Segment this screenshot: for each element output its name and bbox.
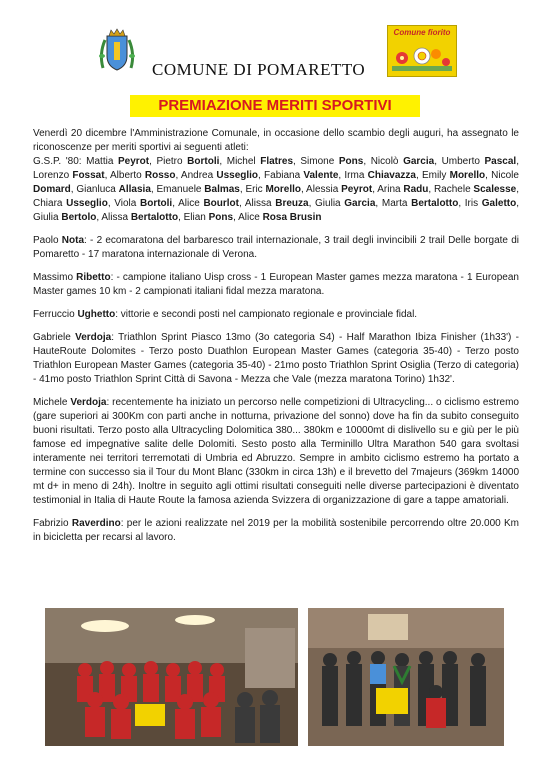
athlete-name <box>181 170 258 181</box>
athlete-first-name: Alissa <box>244 198 276 209</box>
athlete-last-name: Balmas <box>204 184 240 195</box>
athlete-last-name: Fossat <box>72 170 105 181</box>
athlete-first-name: Umberto <box>441 156 485 167</box>
athlete-name <box>33 212 96 223</box>
achievement-text: : recentemente ha iniziato un percorso nelle competizioni di Ultracycling... o ciclismo estremo (gare superiori ai 300Km con parti anche in notturna, privazione del sonno) dove ha fin da subito conseguito buoni risultati. Terzo posto alla Ultracycling Dolomitica 380... 380km e 10000mt di dislivello su e giù per le più famose ed impegnative salite delle Dolomiti. Sesto posto alla Terminillo Ultra Marathon 540 gara svoltasi interamente nei territori terremotati di Umbria ed Abruzzo. Sempre in ambito ciclismo estremo ha portato a termine con successo sia il Tour du Mont Blanc (330km in circa 13h) e il brevetto del 7majeurs (369km 14000 mt d+ in meno di 24h). Inoltre in seguito agli ottimi risultati conseguiti nelle diverse partecipazioni è diventato testimonial in Italia di Haute Route la famosa azienda Svizzera di organizzazione di gare a tappe amatoriali. <box>33 397 519 506</box>
athlete-first-name: Alice <box>238 212 263 223</box>
athlete-name <box>156 184 239 195</box>
athlete-last-name: Bortoli <box>139 198 173 209</box>
athlete-name <box>442 156 517 167</box>
town-name: COMUNE DI POMARETTO <box>152 60 366 79</box>
athlete-name <box>33 170 105 181</box>
athlete-name <box>264 170 338 181</box>
athlete-last-name: Radu <box>403 184 429 195</box>
athlete-first-name: Alissa <box>101 212 131 223</box>
athlete-first-name: Ferruccio <box>33 309 78 320</box>
athlete-last-name: Morello <box>265 184 302 195</box>
athlete-last-name: Garcia <box>403 156 435 167</box>
athlete-last-name: Ughetto <box>77 309 116 320</box>
page-title: PREMIAZIONE MERITI SPORTIVI <box>130 95 420 117</box>
athlete-last-name: Usseglio <box>216 170 259 181</box>
badge-text: Comune fiorito <box>393 28 451 37</box>
achievement-text: : - campione italiano Uisp cross - 1 European Master games mezza maratona - 1 European Master games 10 km - 2 campionati italiani fidal mezza maratona. <box>33 272 519 297</box>
athlete-first-name: Simone <box>300 156 339 167</box>
athlete-last-name: Rosa Brusin <box>262 212 322 223</box>
athlete-last-name: Nota <box>61 235 85 246</box>
athlete-name <box>371 156 435 167</box>
athlete-last-name: Verdoja <box>70 397 107 408</box>
athlete-last-name: Rosso <box>144 170 176 181</box>
athlete-name <box>434 184 516 195</box>
athlete-first-name: Giulia <box>33 212 62 223</box>
athlete-first-name: Alberto <box>110 170 145 181</box>
athlete-last-name: Scalesse <box>473 184 517 195</box>
athlete-first-name: Elian <box>183 212 209 223</box>
achievement-text: : Triathlon Sprint Piasco 13mo (3o categoria S4) - Half Marathon Ibiza Finisher (1h33') - HauteRoute Dolomites - Terzo posto Duathlon European Master Games (categoria 35-40) - Terzo posto Triathlon European Master Games (categoria 35-40) - 21mo posto Triathlon Sprint Osiglia (Terzo di categoria) - 41mo posto Triathlon Sprint Città di Savona - Mezza che Vale (mezza maratona Torino) 1h32'. <box>33 332 519 385</box>
athlete-name <box>306 184 372 195</box>
athlete-name <box>245 184 301 195</box>
athlete-last-name: Pascal <box>484 156 517 167</box>
athlete-name <box>184 212 233 223</box>
athlete-name <box>422 170 485 181</box>
athlete-paragraphs <box>33 234 519 545</box>
athlete-last-name: Peyrot <box>341 184 373 195</box>
athlete-name <box>382 198 458 209</box>
athlete-first-name: Michele <box>33 397 71 408</box>
athlete-last-name: Pons <box>338 156 364 167</box>
athlete-last-name: Peyrot <box>117 156 150 167</box>
athlete-name <box>377 184 428 195</box>
athlete-first-name: Michel <box>226 156 261 167</box>
athlete-first-name: Chiara <box>33 198 67 209</box>
athlete-name <box>238 212 321 223</box>
athlete-last-name: Bourlot <box>203 198 239 209</box>
athlete-first-name: Emanuele <box>156 184 205 195</box>
athlete-last-name: Flatres <box>260 156 294 167</box>
gsp-list <box>33 156 519 223</box>
athlete-last-name: Bertolo <box>61 212 97 223</box>
athlete-name <box>465 198 516 209</box>
group-photo-left <box>45 608 298 746</box>
athlete-paragraph <box>33 396 519 508</box>
document-body <box>33 127 519 554</box>
athlete-first-name: Giulia <box>315 198 345 209</box>
athlete-last-name: Morello <box>449 170 486 181</box>
athlete-name <box>344 170 416 181</box>
athlete-first-name: Fabiana <box>264 170 304 181</box>
athlete-name <box>315 198 375 209</box>
athlete-first-name: Mattia <box>86 156 118 167</box>
athlete-last-name: Pons <box>208 212 234 223</box>
athlete-name <box>101 212 178 223</box>
athlete-name <box>300 156 363 167</box>
athlete-first-name: Eric <box>245 184 266 195</box>
athlete-name <box>33 198 108 209</box>
athlete-last-name: Galetto <box>481 198 517 209</box>
intro-text: Venerdì 20 dicembre l'Amministrazione Comunale, in occasione dello scambio degli auguri, ha assegnato le riconoscenze per meriti sportivi ai seguenti atleti: <box>33 128 519 153</box>
athlete-last-name: Valente <box>303 170 339 181</box>
achievement-text: : vittorie e secondi posti nel campionato regionale e provinciale fidal. <box>115 309 418 320</box>
athlete-paragraph <box>33 517 519 545</box>
athlete-name <box>110 170 175 181</box>
comune-fiorito-logo <box>387 25 457 77</box>
athlete-first-name: Iris <box>464 198 482 209</box>
athlete-first-name: Lorenzo <box>33 170 73 181</box>
athlete-paragraph <box>33 234 519 262</box>
athlete-first-name: Fabrizio <box>33 518 72 529</box>
coat-of-arms-icon <box>97 28 137 74</box>
athlete-first-name: Gianluca <box>76 184 119 195</box>
athlete-first-name: Nicolò <box>370 156 404 167</box>
athlete-first-name: Paolo <box>33 235 62 246</box>
athlete-paragraph <box>33 308 519 322</box>
athlete-paragraph <box>33 271 519 299</box>
athlete-last-name: Garcia <box>344 198 376 209</box>
athlete-last-name: Allasia <box>118 184 151 195</box>
athlete-last-name: Verdoja <box>75 332 112 343</box>
athlete-name <box>156 156 219 167</box>
athlete-last-name: Usseglio <box>66 198 108 209</box>
athlete-first-name: Viola <box>114 198 140 209</box>
athlete-first-name: Emily <box>421 170 450 181</box>
athlete-name <box>114 198 172 209</box>
athlete-last-name: Domard <box>33 184 71 195</box>
athlete-first-name: Alice <box>178 198 204 209</box>
athlete-last-name: Breuza <box>275 198 309 209</box>
athlete-name <box>227 156 293 167</box>
athlete-first-name: Massimo <box>33 272 77 283</box>
athlete-first-name: Andrea <box>180 170 217 181</box>
athlete-first-name: Nicole <box>491 170 519 181</box>
achievement-text: : per le azioni realizzate nel 2019 per la mobilità sostenibile percorrendo oltre 20.000 Km in bicicletta per recarsi al lavoro. <box>33 518 519 543</box>
athlete-name <box>76 184 151 195</box>
athlete-last-name: Chiavazza <box>367 170 416 181</box>
athlete-first-name: Marta <box>381 198 412 209</box>
athlete-paragraph <box>33 331 519 387</box>
athlete-first-name: Arina <box>377 184 404 195</box>
athlete-first-name: Rachele <box>433 184 474 195</box>
group-photo-right <box>308 608 504 746</box>
athlete-name <box>178 198 239 209</box>
gsp-label: G.S.P. '80: <box>33 156 82 167</box>
athlete-last-name: Ribetto <box>76 272 111 283</box>
athlete-name <box>86 156 149 167</box>
athlete-last-name: Bortoli <box>187 156 220 167</box>
athlete-first-name: Pietro <box>156 156 188 167</box>
achievement-text: : - 2 ecomaratona del barbaresco trail internazionale, 3 trail degli invincibili 2 trail Delle borgate di Pomaretto - 17 maratona internazionale di Verona. <box>33 235 519 260</box>
athlete-last-name: Bertalotto <box>130 212 179 223</box>
athlete-first-name: Irma <box>344 170 368 181</box>
athlete-first-name: Gabriele <box>33 332 76 343</box>
page-header <box>0 0 549 90</box>
athlete-name <box>245 198 309 209</box>
intro-paragraph <box>33 127 519 225</box>
athlete-last-name: Raverdino <box>71 518 121 529</box>
athlete-first-name: Alessia <box>306 184 342 195</box>
gsp-athlete-names: Mattia Peyrot, Pietro Bortoli, Michel Flatres, Simone Pons, Nicolò Garcia, Umberto Pascal, Lorenzo Fossat, Alberto Rosso, Andrea Usseglio, Fabiana Valente, Irma Chiavazza, Emily Morello, Nicole Domard, Gianluca Allasia, Emanuele Balmas, Eric Morello, Alessia Peyrot, Arina Radu, Rachele Scalesse, Chiara Usseglio, Viola Bortoli, Alice Bourlot, Alissa Breuza, Giulia Garcia, Marta Bertalotto, Iris Galetto, Giulia Bertolo, Alissa Bertalotto, Elian Pons, Alice Rosa Brusin <box>33 156 520 223</box>
athlete-last-name: Bertalotto <box>411 198 459 209</box>
